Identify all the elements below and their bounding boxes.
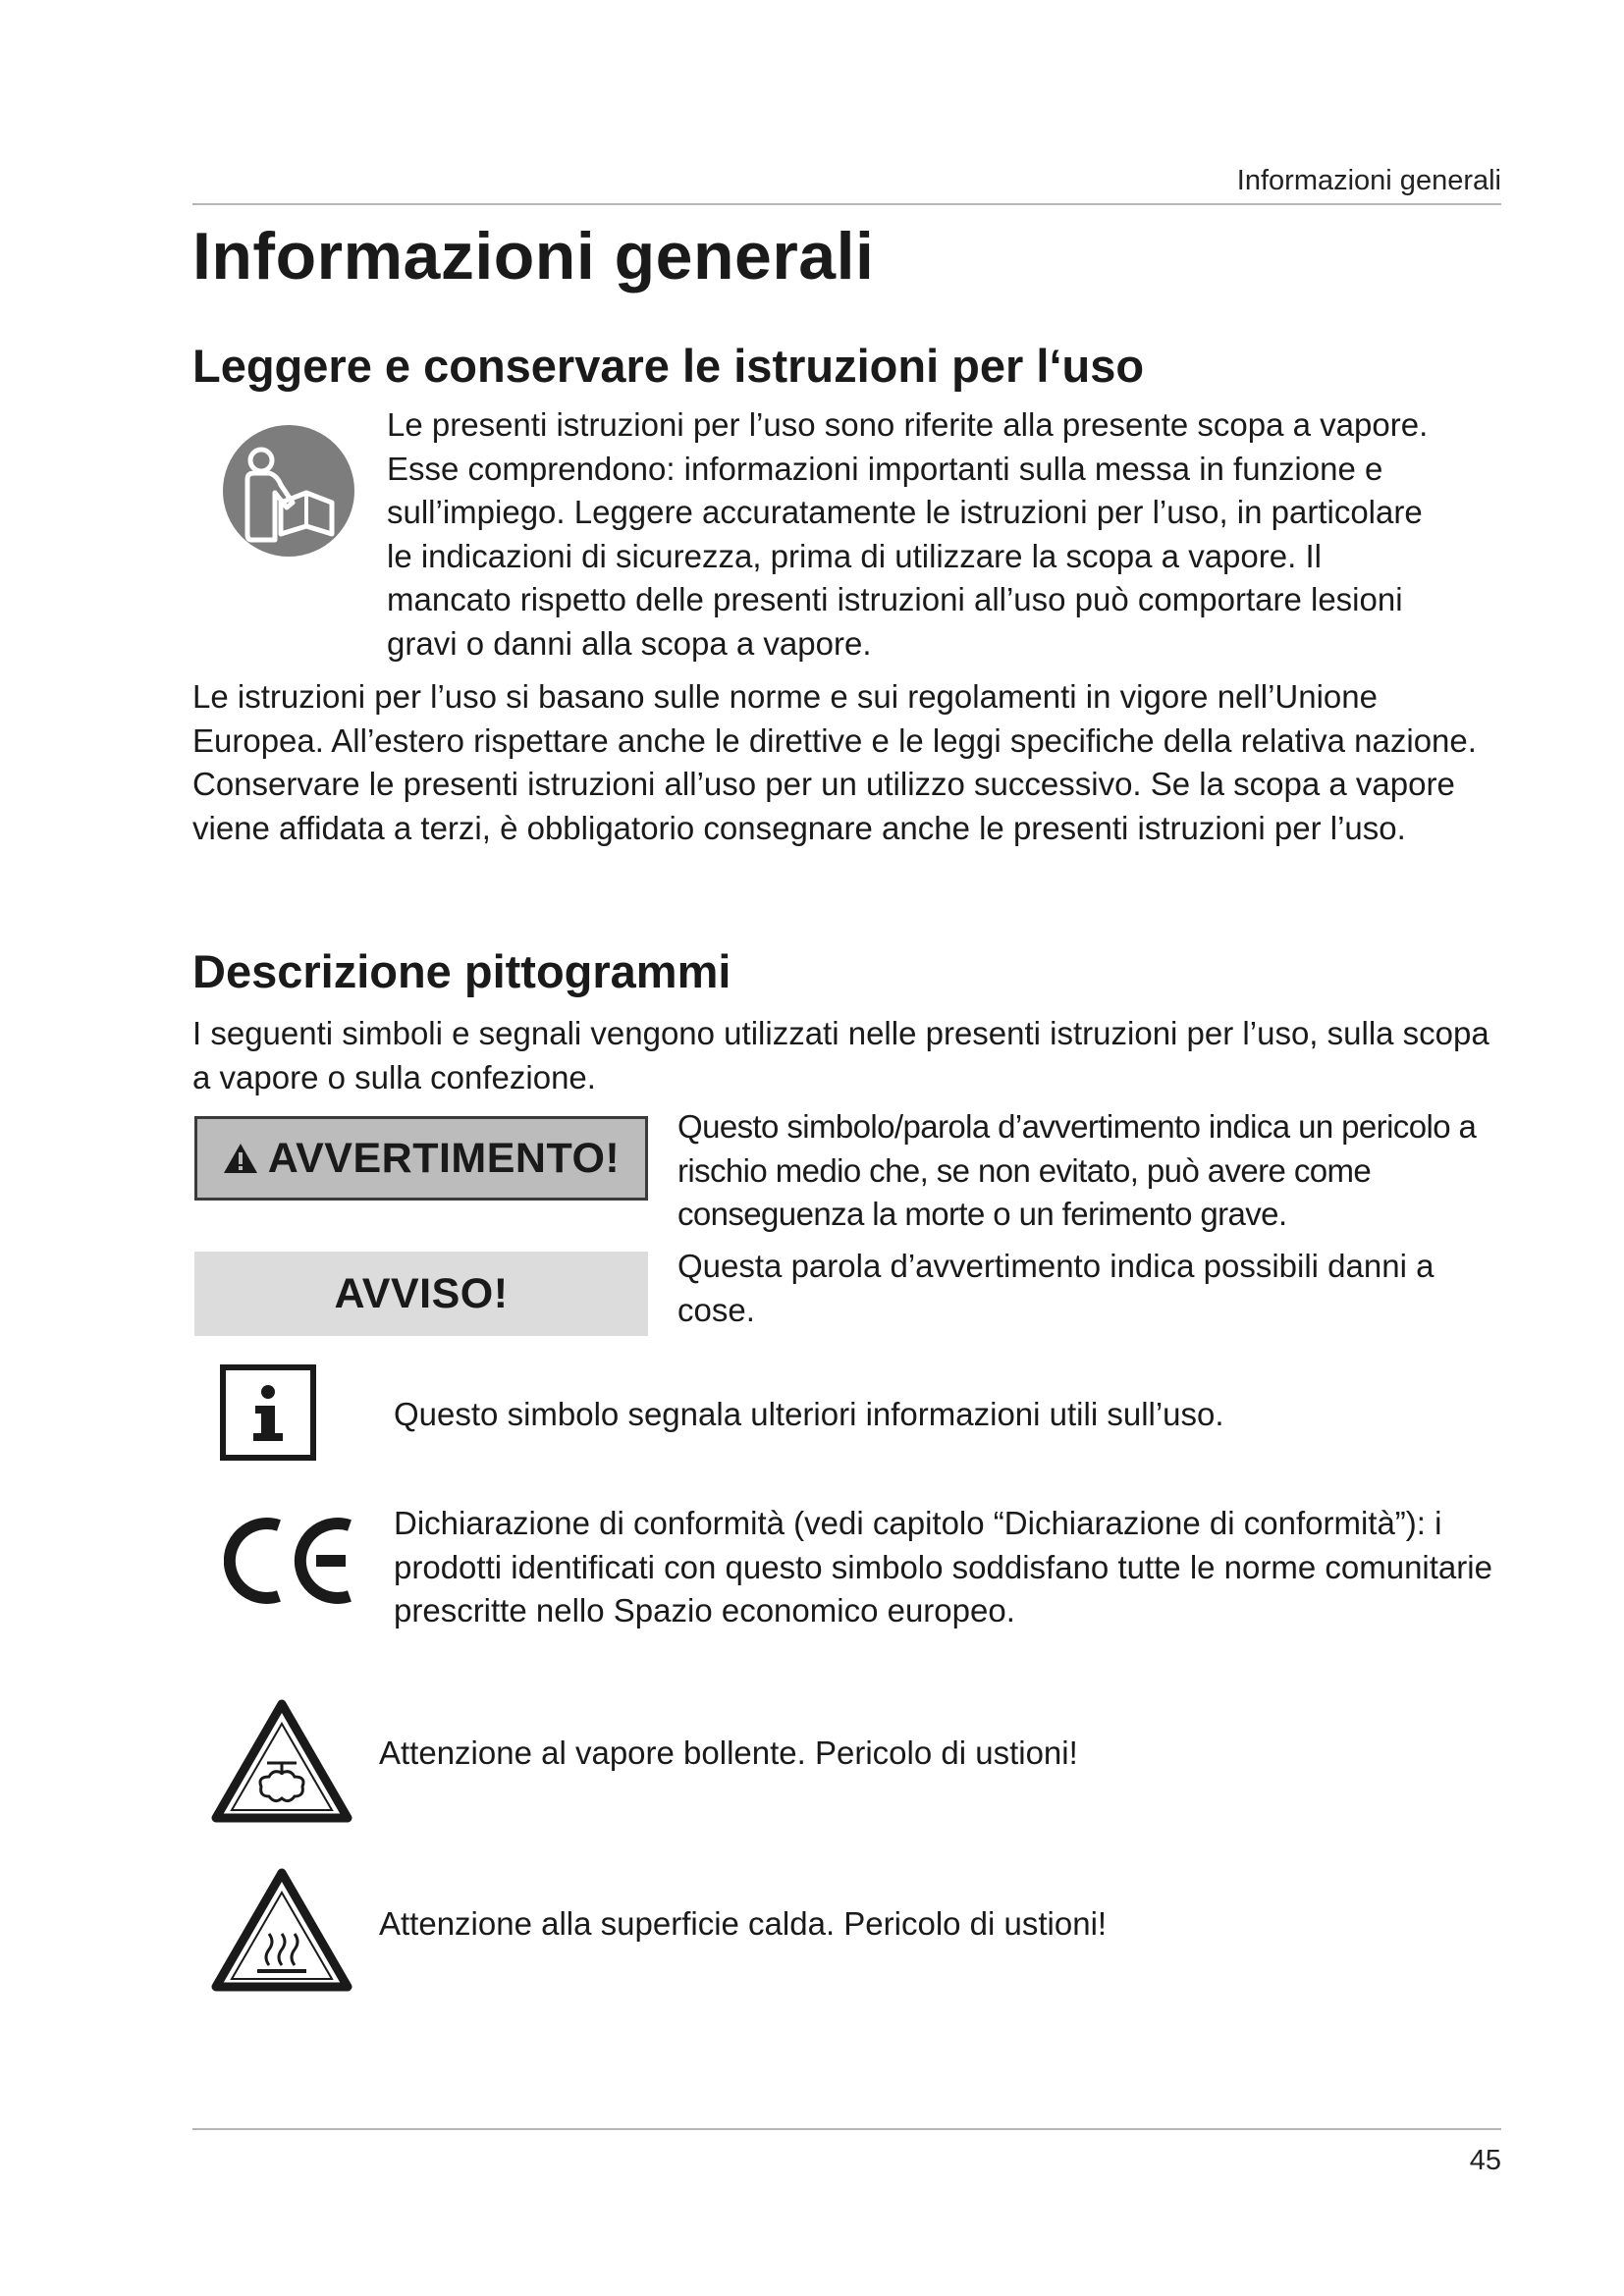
header-divider	[192, 203, 1501, 205]
warning-description: Questo simbolo/parola d’avvertimento indica un pericolo a rischio medio che, se non evitato, può avere come conseguenza la morte o un ferimento grave.	[677, 1108, 1477, 1232]
info-description: Questo simbolo segnala ulteriori informazioni utili sull’uso.	[394, 1396, 1224, 1432]
paragraph-pictograms-intro: I seguenti simboli e segnali vengono utilizzati nelle presenti istruzioni per l’uso, sulla scopa a vapore o sulla confezione.	[192, 1015, 1489, 1095]
section-heading-read-instructions: Leggere e conservare le istruzioni per l‘uso	[192, 340, 1145, 392]
paragraph-regulations: Le istruzioni per l’uso si basano sulle norme e sui regolamenti in vigore nell’Unione Europea. All’estero rispettare anche le direttive e le leggi specifiche della relativa nazione. Conservare le presenti istruzioni all’uso per un utilizzo successivo. Se la scopa a vapore viene affidata a terzi, è obbligatorio consegnare anche le presenti istruzioni per l’uso.	[192, 678, 1477, 846]
page-number: 45	[1469, 2145, 1501, 2176]
page-title: Informazioni generali	[192, 219, 875, 294]
hot-steam-warning-icon	[210, 1698, 353, 1824]
info-icon	[220, 1364, 316, 1461]
paragraph-instructions-intro: Le presenti istruzioni per l’uso sono riferite alla presente scopa a vapore. Esse comprendono: informazioni importanti sulla messa in funzione e sull’impiego. Leggere accuratamente le istruzioni per l’uso, in particolare le indicazioni di sicurezza, prima di utilizzare la scopa a vapore. Il mancato rispetto delle presenti istruzioni all’uso può comportare lesioni gravi o danni alla scopa a vapore.	[387, 406, 1429, 662]
notice-description: Questa parola d’avvertimento indica possibili danni a cose.	[677, 1248, 1435, 1328]
hot-surface-warning-icon	[210, 1867, 353, 1993]
section-heading-pictograms: Descrizione pittogrammi	[192, 945, 731, 997]
warning-triangle-icon	[223, 1143, 258, 1174]
warning-label-box	[194, 1116, 648, 1201]
manual-page	[192, 0, 1501, 2296]
hot-steam-description: Attenzione al vapore bollente. Pericolo di ustioni!	[379, 1735, 1078, 1771]
ce-mark-icon	[224, 1512, 353, 1610]
notice-label-box	[194, 1252, 648, 1336]
footer-divider	[192, 2128, 1501, 2130]
hot-surface-description: Attenzione alla superficie calda. Pericolo di ustioni!	[379, 1905, 1108, 1942]
notice-label: AVVISO!	[334, 1269, 509, 1317]
ce-description: Dichiarazione di conformità (vedi capitolo “Dichiarazione di conformità”): i prodotti identificati con questo simbolo soddisfano tutte le norme comunitarie prescritte nello Spazio economico europeo.	[394, 1505, 1492, 1629]
running-header: Informazioni generali	[1236, 165, 1501, 196]
warning-label: AVVERTIMENTO!	[267, 1134, 621, 1182]
